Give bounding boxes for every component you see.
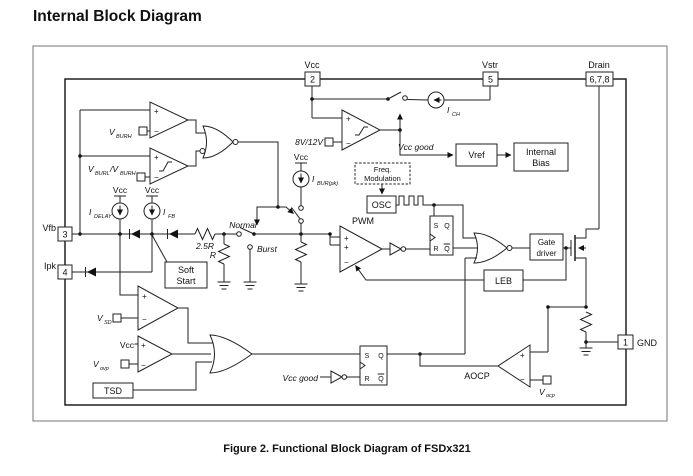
vsd-terminal (113, 314, 121, 322)
osc-label: OSC (371, 200, 392, 210)
vsd-minus: − (142, 315, 147, 324)
pin-vfb-label: Vfb (42, 223, 56, 233)
soft-start-line2: Start (176, 276, 196, 286)
vocp-terminal (543, 376, 551, 384)
normal-burst-switch (229, 220, 277, 289)
vocp-label-sub: ocp (546, 393, 555, 399)
ibur-current-source (292, 152, 339, 234)
vsd-label: V (97, 313, 103, 323)
page-title: Internal Block Diagram (33, 8, 202, 25)
aocp-comparator (418, 345, 555, 399)
vsd-label-sub: SD (104, 320, 112, 326)
internal-bias-line2: Bias (532, 158, 550, 168)
power-mosfet (563, 229, 599, 307)
diode-icon (130, 229, 141, 239)
vburh-label: V (109, 127, 115, 137)
idelay-vcc-label: Vcc (112, 185, 128, 195)
resistor-r-label: R (209, 250, 216, 260)
resistor-2-5r-label: 2.5R (196, 241, 214, 251)
gate-driver-line1: Gate (537, 238, 556, 247)
sense-network (546, 305, 618, 355)
vburlh-terminal (137, 173, 145, 181)
ifb-current-source (144, 185, 175, 234)
ibur-vcc-label: Vcc (293, 152, 309, 162)
uvlo-minus: − (346, 139, 351, 148)
burst-nor-gate (188, 120, 294, 225)
ovp-plus: + (141, 341, 146, 350)
vref-label: Vref (468, 150, 485, 160)
soft-start-line1: Soft (177, 265, 195, 275)
ground-symbol (244, 282, 257, 289)
vccgood-inverter (283, 371, 360, 383)
sense-resistor (581, 312, 592, 332)
vcc-good-label-top: Vcc good (398, 142, 434, 152)
diode-icon (168, 229, 179, 239)
pwm-inverter (390, 243, 401, 255)
pwm-plus1: + (344, 234, 349, 243)
vburlh-label-p3: /V (110, 164, 119, 174)
ovp-vcc-label: Vcc (119, 340, 134, 350)
pin-vfb-number: 3 (62, 229, 68, 240)
vocp-label: V (539, 387, 545, 397)
figure-caption: Figure 2. Functional Block Diagram of FSDx321 (223, 443, 471, 455)
idelay-label-sub: DELAY (94, 214, 112, 220)
pwm-comparator (330, 216, 430, 272)
ibur-label-sub: BUR(pk) (317, 181, 339, 187)
ground-symbol (295, 284, 308, 291)
pwm-label: PWM (352, 216, 374, 226)
burst-high-minus: − (154, 127, 159, 136)
burst-low-minus: − (154, 173, 159, 182)
pin-vstr-label: Vstr (481, 60, 499, 70)
freq-modulation-block (355, 163, 410, 184)
vburlh-label-p1: V (88, 164, 94, 174)
pin-drain-label: Drain (588, 60, 610, 70)
ovp-minus: − (141, 361, 146, 370)
pin-gnd (618, 335, 658, 349)
aocp-label: AOCP (464, 371, 490, 381)
pin-vcc (304, 60, 320, 86)
pin-gnd-number: 1 (622, 337, 629, 348)
pwm-latch-r: R (433, 246, 439, 253)
aocp-minus: − (520, 375, 525, 384)
protection-latch-s: S (364, 353, 370, 360)
protection-latch-r: R (364, 376, 370, 383)
tsd-label: TSD (104, 386, 122, 396)
pwm-latch-qbar: Q (444, 246, 450, 253)
pwm-latch-s: S (433, 223, 439, 230)
burst-low-plus: + (154, 153, 159, 162)
pin-vcc-label: Vcc (304, 60, 320, 70)
ich-label: I (447, 105, 450, 115)
pin-drain (586, 60, 613, 86)
vburh-label-sub: BURH (116, 134, 132, 140)
startup-switch (388, 92, 428, 100)
vcc-good-label-bottom: Vcc good (282, 373, 318, 383)
leb-label: LEB (494, 276, 513, 286)
ifb-label: I (163, 207, 166, 217)
pwm-plus2: + (344, 243, 349, 252)
ich-current-source (428, 92, 460, 118)
burst-resistor (296, 242, 307, 262)
tsd-block (93, 362, 212, 398)
ifb-vcc-label: Vcc (144, 185, 160, 195)
burst-high-plus: + (154, 107, 159, 116)
protection-latch-qbar: Q (378, 376, 384, 383)
uvlo-threshold-terminal (325, 138, 333, 146)
pin-vfb (42, 223, 72, 241)
internal-bias-line1: Internal (525, 147, 557, 157)
pin-ipk-label: Ipk (43, 261, 56, 271)
idelay-current-source (89, 185, 128, 234)
aocp-plus: + (520, 351, 525, 360)
pin-ipk (44, 261, 72, 279)
pin-ipk-number: 4 (62, 267, 68, 278)
normal-label: Normal (229, 220, 257, 230)
ifb-label-sub: FB (168, 214, 176, 220)
resistor-2-5r (195, 229, 215, 240)
freq-mod-line1: Freq. (373, 165, 392, 174)
internal-bias-block (514, 143, 568, 171)
ibur-label: I (312, 174, 315, 184)
vburh-terminal (139, 127, 147, 135)
osc-block (367, 196, 396, 213)
burst-mode-switch (292, 206, 304, 224)
gate-driver-block (530, 234, 563, 260)
pin-vstr-number: 5 (487, 74, 494, 85)
uvlo-threshold-label: 8V/12V (295, 137, 323, 147)
protection-latch-q: Q (378, 353, 384, 360)
pin-vstr (482, 60, 498, 86)
gate-driver-line2: driver (536, 249, 557, 258)
resistor-r (219, 244, 230, 264)
pin-gnd-label: GND (637, 338, 657, 348)
vburlh-label-p4: BURH (120, 171, 136, 177)
uvlo-comparator (295, 110, 453, 155)
pin-vcc-number: 2 (309, 74, 316, 85)
vref-block (456, 144, 497, 166)
vovp-label-sub: ovp (100, 366, 109, 372)
ipk-line (72, 234, 152, 277)
burst-label: Burst (257, 244, 277, 254)
pwm-latch (430, 216, 477, 255)
diode-icon (86, 267, 97, 277)
pwm-latch-q: Q (444, 223, 450, 230)
ground-symbol (580, 348, 593, 355)
vsd-plus: + (142, 292, 147, 301)
vburlh-label-p2: BURL (95, 171, 110, 177)
vovp-terminal (121, 360, 129, 368)
ground-symbol (218, 282, 231, 289)
ovp-comparator (93, 336, 211, 372)
uvlo-plus: + (346, 114, 351, 124)
shutdown-or-gate (210, 335, 360, 373)
ich-label-sub: CH (452, 112, 460, 118)
output-nor-gate (465, 233, 530, 354)
pin-drain-number: 6,7,8 (589, 74, 610, 85)
burst-comparator-high (80, 102, 188, 140)
vovp-label: V (93, 359, 99, 369)
freq-mod-line2: Modulation (364, 174, 401, 183)
idelay-label: I (89, 207, 92, 217)
pwm-minus: − (344, 258, 349, 267)
